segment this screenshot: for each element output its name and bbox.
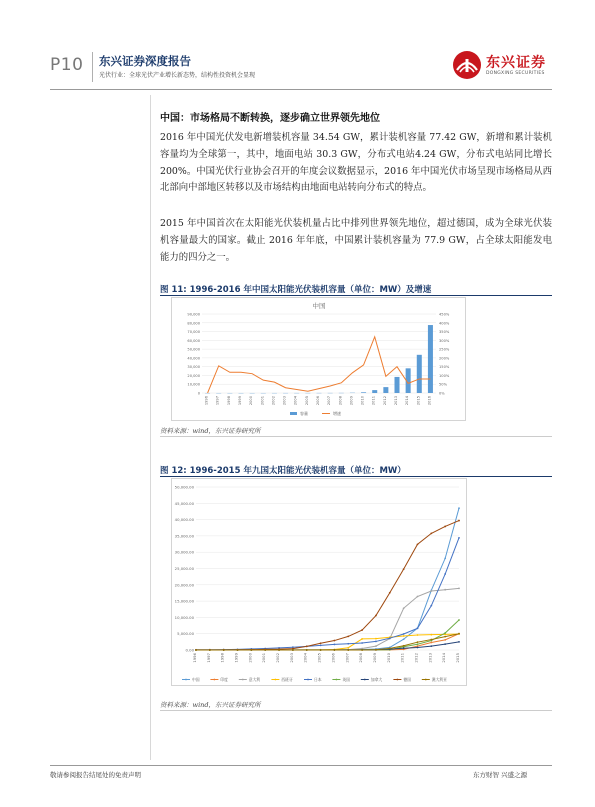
chart-2-point	[361, 642, 363, 644]
chart-2-y-tick: 0.00	[185, 647, 194, 653]
chart-2-legend-label: 印度	[220, 677, 228, 682]
chart-2-legend-marker	[214, 679, 216, 681]
chart-2-x-tick: 2001	[261, 653, 267, 663]
chart-2-point	[444, 643, 446, 645]
chart-2-point	[403, 647, 405, 649]
chart-2-point	[223, 649, 225, 651]
chart-1-x-tick: 2009	[349, 396, 354, 406]
chart-2-legend-marker	[307, 679, 309, 681]
chart-2-point	[209, 649, 211, 651]
chart-1-y-left-tick: 50,000	[187, 347, 200, 352]
chart-2-point	[444, 639, 446, 641]
chart-2-y-tick: 10,000.00	[174, 614, 194, 620]
chart-1-x-tick: 2005	[304, 396, 309, 406]
chart-1-y-right-tick: 450%	[439, 312, 450, 317]
chart-1-x-tick: 2001	[260, 396, 265, 406]
content-divider	[150, 95, 151, 760]
figure-1-source-rule	[160, 436, 552, 437]
chart-2-point	[417, 627, 419, 629]
chart-1-x-tick: 2015	[416, 396, 421, 406]
chart-1-x-tick: 2002	[271, 396, 276, 406]
chart-1-title: 中国	[312, 302, 326, 310]
chart-1-x-tick: 2011	[371, 396, 376, 406]
chart-1-x-tick: 2012	[382, 396, 387, 406]
chart-1-x-tick: 2008	[338, 396, 343, 406]
chart-1-y-right-tick: 250%	[439, 347, 450, 352]
chart-2-x-tick: 2000	[247, 653, 253, 663]
chart-2-point	[417, 647, 419, 649]
chart-2-x-tick: 2009	[371, 653, 377, 663]
chart-2-point	[444, 589, 446, 591]
chart-2-series-line	[196, 588, 459, 650]
chart-2-point	[403, 568, 405, 570]
chart-1-x-tick: 2003	[282, 396, 287, 406]
chart-2-x-tick: 2012	[413, 653, 419, 663]
chart-2-point	[458, 507, 460, 509]
chart-2-point	[389, 647, 391, 649]
chart-2-x-tick: 2014	[441, 653, 447, 663]
figure-2-source: 资料来源：wind，东兴证券研究所	[160, 701, 261, 709]
chart-2-point	[334, 649, 336, 651]
chart-1-bar	[428, 325, 433, 393]
chart-1-x-tick: 2010	[360, 396, 365, 406]
figure-1-source: 资料来源：wind，东兴证券研究所	[160, 427, 261, 435]
header-divider	[92, 52, 93, 82]
chart-1-y-right-tick: 0%	[439, 391, 445, 396]
chart-1-x-tick: 1998	[226, 396, 231, 406]
chart-1-y-right-tick: 50%	[439, 382, 447, 387]
chart-1-bar	[417, 355, 422, 393]
chart-1-x-tick: 1999	[238, 396, 242, 406]
chart-2-point	[375, 638, 377, 640]
chart-2-y-tick: 20,000.00	[174, 582, 194, 588]
chart-2-x-tick: 1999	[233, 653, 239, 663]
chart-2-x-tick: 2010	[385, 653, 391, 663]
chart-2-legend-label: 澳大利亚	[431, 677, 447, 682]
figure-1-title: 图 11: 1996-2016 年中国太阳能光伏装机容量（单位：MW）及增速	[160, 285, 432, 295]
chart-2-point	[403, 645, 405, 647]
chart-2-point	[237, 649, 239, 651]
chart-1-legend-swatch	[290, 412, 297, 415]
chart-1-y-left-tick: 30,000	[187, 365, 200, 370]
chart-2-point	[403, 633, 405, 635]
chart-2-point	[347, 643, 349, 645]
chart-2-point	[195, 649, 197, 651]
chart-2-point	[375, 645, 377, 647]
chart-1-y-right-tick: 100%	[439, 373, 450, 378]
chart-2-x-tick: 2004	[302, 653, 308, 663]
chart-2-legend-marker	[242, 679, 244, 681]
chart-2-legend-label: 英国	[342, 677, 350, 682]
chart-2-point	[417, 543, 419, 545]
figure-2-source-rule	[160, 710, 552, 711]
chart-2-y-tick: 15,000.00	[174, 598, 194, 604]
chart-2-legend-label: 加拿大	[370, 677, 383, 682]
chart-2-point	[430, 605, 432, 607]
chart-2-x-tick: 2006	[330, 653, 336, 663]
chart-2-legend-label: 中国	[192, 677, 200, 682]
chart-1-y-left-tick: 80,000	[187, 321, 200, 326]
header-rule	[50, 89, 552, 90]
chart-2-point	[361, 638, 363, 640]
chart-1-bar	[383, 387, 388, 393]
chart-2-x-tick: 2002	[275, 653, 281, 663]
chart-2-point	[334, 640, 336, 642]
footer-disclaimer: 敬请参阅报告结尾处的免责声明	[50, 771, 141, 779]
chart-2-point	[430, 639, 432, 641]
chart-1-x-tick: 2014	[405, 396, 410, 406]
chart-2-legend-label: 日本	[314, 677, 322, 682]
chart-2-series-line	[196, 538, 459, 650]
chart-1-x-tick: 1997	[215, 396, 220, 406]
chart-2-point	[444, 632, 446, 634]
chart-2-point	[403, 635, 405, 637]
chart-1-y-left-tick: 10,000	[187, 382, 200, 387]
chart-2-point	[444, 557, 446, 559]
chart-2-point	[458, 633, 460, 635]
chart-1-y-left-tick: 70,000	[187, 330, 200, 335]
chart-2-point	[361, 629, 363, 631]
chart-2-series-line	[196, 508, 459, 650]
chart-2-series-line	[196, 521, 459, 650]
chart-2-legend-marker	[364, 679, 366, 681]
chart-1-y-right-tick: 300%	[439, 338, 450, 343]
chart-2-point	[458, 641, 460, 643]
chart-2-x-tick: 2008	[358, 653, 364, 663]
chart-2-point	[347, 649, 349, 651]
chart-2-point	[458, 587, 460, 589]
footer-rule	[50, 765, 552, 766]
chart-2-point	[444, 526, 446, 528]
chart-2-x-tick: 2011	[399, 653, 405, 663]
chart-2-x-tick: 2013	[427, 653, 433, 663]
chart-2-point	[444, 636, 446, 638]
chart-2-x-tick: 2003	[288, 653, 294, 663]
chart-2-x-tick: 1998	[219, 653, 225, 663]
chart-2-x-tick: 2005	[316, 653, 322, 663]
chart-2-point	[320, 649, 322, 651]
chart-2-x-tick: 1997	[205, 653, 211, 663]
chart-2-y-tick: 30,000.00	[174, 549, 194, 555]
paragraph-1: 2016 年中国光伏发电新增装机容量 34.54 GW，累计装机容量 77.42 GW，新增和累计装机容量均为全球第一，其中，地面电站 30.3 GW，分布式电站4.24 GW，分布式电站同比增长 200%。中国光伏行业协会召开的年度会议数据显示，2016 年中国光伏市场呈现市场格局从西北部向中部地区转移以及市场结构由地面电站转向分布式的特点。	[160, 132, 552, 194]
chart-1-y-left-tick: 90,000	[187, 312, 200, 317]
chart-2-point	[334, 644, 336, 646]
chart-2-legend-label: 意大利	[248, 677, 261, 682]
chart-1-y-left-tick: 0	[197, 391, 200, 396]
chart-2-point	[458, 520, 460, 522]
page-header	[0, 0, 595, 92]
chart-2-point	[264, 649, 266, 651]
chart-2-point	[458, 619, 460, 621]
chart-2-point	[403, 638, 405, 640]
company-logo	[452, 50, 552, 82]
chart-2-point	[250, 649, 252, 651]
chart-2-point	[403, 607, 405, 609]
chart-2-point	[306, 645, 308, 647]
chart-2-legend-marker	[425, 679, 427, 681]
report-subtitle: 光伏行业：全球光伏产业增长新态势，结构性投资机会显现	[99, 72, 256, 79]
chart-2-point	[347, 636, 349, 638]
chart-2-point	[375, 649, 377, 651]
chart-2-legend-marker	[397, 679, 399, 681]
chart-2-point	[292, 649, 294, 651]
logo-text-cn: 东兴证券	[486, 55, 546, 71]
chart-2-legend-marker	[185, 679, 187, 681]
chart-1-x-tick: 1996	[204, 396, 209, 406]
chart-1-x-tick: 2007	[327, 396, 332, 406]
chart-2-y-tick: 45,000.00	[174, 500, 194, 506]
chart-2-point	[417, 596, 419, 598]
figure-1-rule	[160, 295, 552, 296]
chart-2-legend-marker	[275, 679, 277, 681]
chart-1-x-tick: 2006	[316, 396, 320, 406]
chart-1-y-right-tick: 150%	[439, 365, 450, 370]
chart-2-point	[306, 649, 308, 651]
chart-1-y-left-tick: 60,000	[187, 338, 200, 343]
chart-1-y-left-tick: 20,000	[187, 373, 200, 378]
logo-mark-icon	[452, 50, 482, 80]
page-number: P10	[50, 55, 84, 75]
chart-2-legend-label: 德国	[403, 677, 411, 682]
chart-1-x-tick: 2016	[427, 396, 432, 406]
figure-2-chart	[171, 478, 467, 686]
footer-slogan: 东方财智 兴盛之源	[473, 771, 528, 779]
chart-1-x-tick: 2000	[249, 396, 254, 406]
chart-2-point	[444, 573, 446, 575]
chart-2-y-tick: 25,000.00	[174, 566, 194, 571]
report-title: 东兴证券深度报告	[99, 54, 191, 68]
chart-2-point	[430, 533, 432, 535]
chart-1-y-right-tick: 400%	[439, 321, 450, 326]
chart-1-bar	[361, 392, 366, 393]
chart-2-point	[278, 649, 280, 651]
chart-2-y-tick: 35,000.00	[174, 533, 194, 539]
chart-2-point	[430, 642, 432, 644]
chart-2-point	[320, 642, 322, 644]
chart-1-y-left-tick: 40,000	[187, 356, 200, 361]
figure-2-title: 图 12: 1996-2015 年九国太阳能光伏装机容量（单位：MW）	[160, 466, 406, 476]
chart-2-point	[430, 645, 432, 647]
chart-1-bar	[394, 377, 399, 393]
chart-2-point	[361, 649, 363, 651]
chart-2-y-tick: 50,000.00	[174, 484, 194, 490]
chart-2-point	[458, 537, 460, 539]
figure-2-rule	[160, 476, 552, 477]
chart-1-svg	[172, 298, 467, 422]
chart-2-point	[389, 592, 391, 594]
chart-2-point	[417, 641, 419, 643]
chart-1-x-tick: 2004	[293, 396, 298, 406]
chart-2-point	[417, 643, 419, 645]
chart-2-point	[320, 644, 322, 646]
chart-2-y-tick: 40,000.00	[174, 517, 194, 523]
chart-1-y-right-tick: 350%	[439, 330, 450, 335]
logo-text-en: DONGXING SECURITIES	[486, 71, 545, 76]
chart-2-point	[430, 590, 432, 592]
chart-1-y-right-tick: 200%	[439, 356, 450, 361]
chart-2-point	[417, 634, 419, 636]
chart-2-legend-marker	[336, 679, 338, 681]
chart-1-legend-label: 容量	[300, 411, 308, 416]
chart-2-svg	[172, 479, 468, 687]
chart-2-y-tick: 5,000.00	[177, 631, 194, 637]
paragraph-2: 2015 年中国首次在太阳能光伏装机量占比中排列世界领先地位，超过德国，成为全球光伏装机容量最大的国家。截止 2016 年年底，中国累计装机容量为 77.9 GW，占全球太阳能发电能力的四分之一。	[160, 218, 552, 263]
figure-1-chart	[171, 297, 466, 421]
chart-2-point	[375, 641, 377, 643]
chart-1-legend-label: 增速	[333, 411, 341, 416]
chart-2-point	[389, 637, 391, 639]
chart-2-x-tick: 1996	[192, 653, 197, 663]
chart-2-point	[347, 647, 349, 649]
chart-1-bar	[372, 390, 377, 393]
chart-2-legend-label: 西班牙	[281, 677, 293, 682]
chart-2-x-tick: 2015	[455, 653, 460, 663]
chart-2-x-tick: 2007	[344, 653, 350, 663]
chart-2-point	[430, 634, 432, 636]
chart-2-point	[375, 615, 377, 617]
chart-1-x-tick: 2013	[394, 396, 398, 406]
section-title: 中国：市场格局不断转换，逐步确立世界领先地位	[160, 113, 380, 124]
